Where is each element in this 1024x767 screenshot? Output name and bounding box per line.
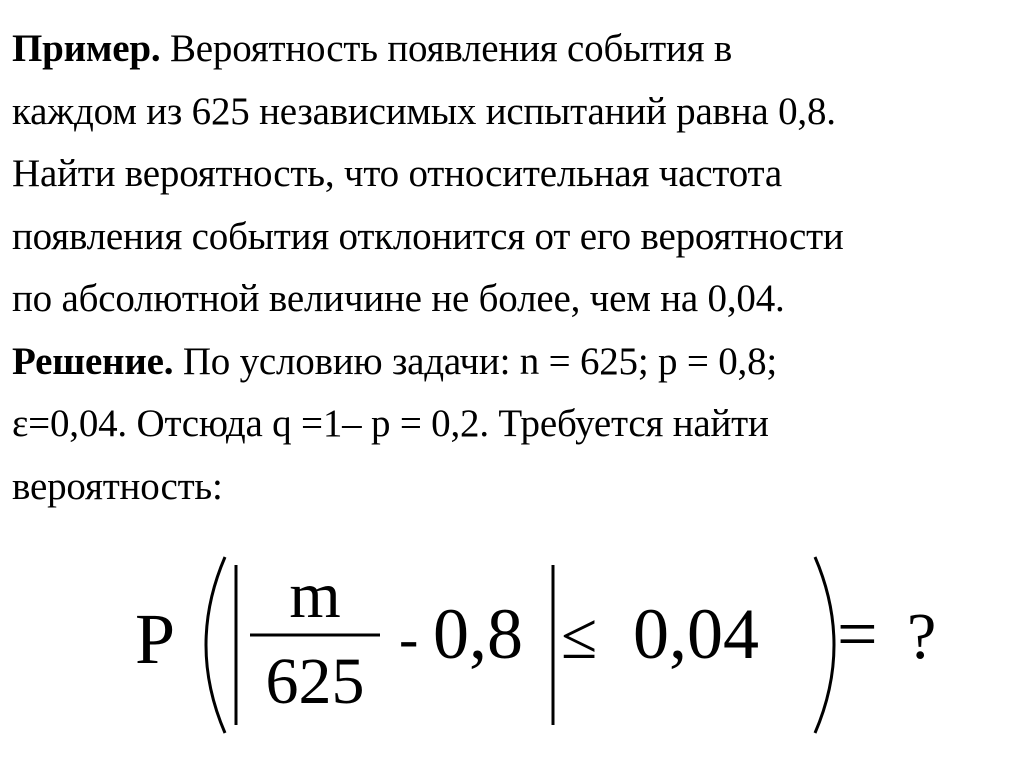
solution-text: По условию задачи: n = 625; p = 0,8;	[173, 339, 778, 383]
formula-equals: =	[837, 594, 878, 674]
solution-heading: Решение.	[12, 339, 174, 383]
formula-leq: ≤	[561, 600, 598, 673]
left-paren	[206, 557, 225, 733]
formula-p-value: 0,8	[433, 594, 523, 674]
problem-text	[12, 18, 1012, 518]
solution-line-1	[12, 331, 1012, 394]
probability-formula	[135, 545, 965, 745]
example-heading: Пример.	[12, 27, 161, 70]
example-line-3: Найти вероятность, что относительная частота	[12, 152, 782, 195]
example-line-5: по абсолютной величине не более, чем на 0,04.	[12, 277, 785, 320]
example-line-2: каждом из 625 независимых испытаний равна 0,8.	[12, 89, 836, 133]
right-paren	[815, 557, 834, 733]
solution-line-2: ε=0,04. Отсюда q =1– p = 0,2. Требуется найти	[12, 402, 769, 445]
formula-prob-symbol: P	[135, 599, 176, 679]
solution-line-3: вероятность:	[12, 464, 223, 508]
example-line-1	[12, 18, 1012, 81]
formula-denominator: 625	[265, 645, 365, 718]
formula-numerator: m	[289, 559, 341, 632]
example-line-4: появления события отклонится от его вероятности	[12, 214, 844, 258]
formula-question: ?	[907, 600, 937, 673]
formula-minus: -	[399, 606, 419, 671]
example-text: Вероятность появления события в	[160, 27, 733, 70]
formula-epsilon: 0,04	[633, 594, 759, 674]
